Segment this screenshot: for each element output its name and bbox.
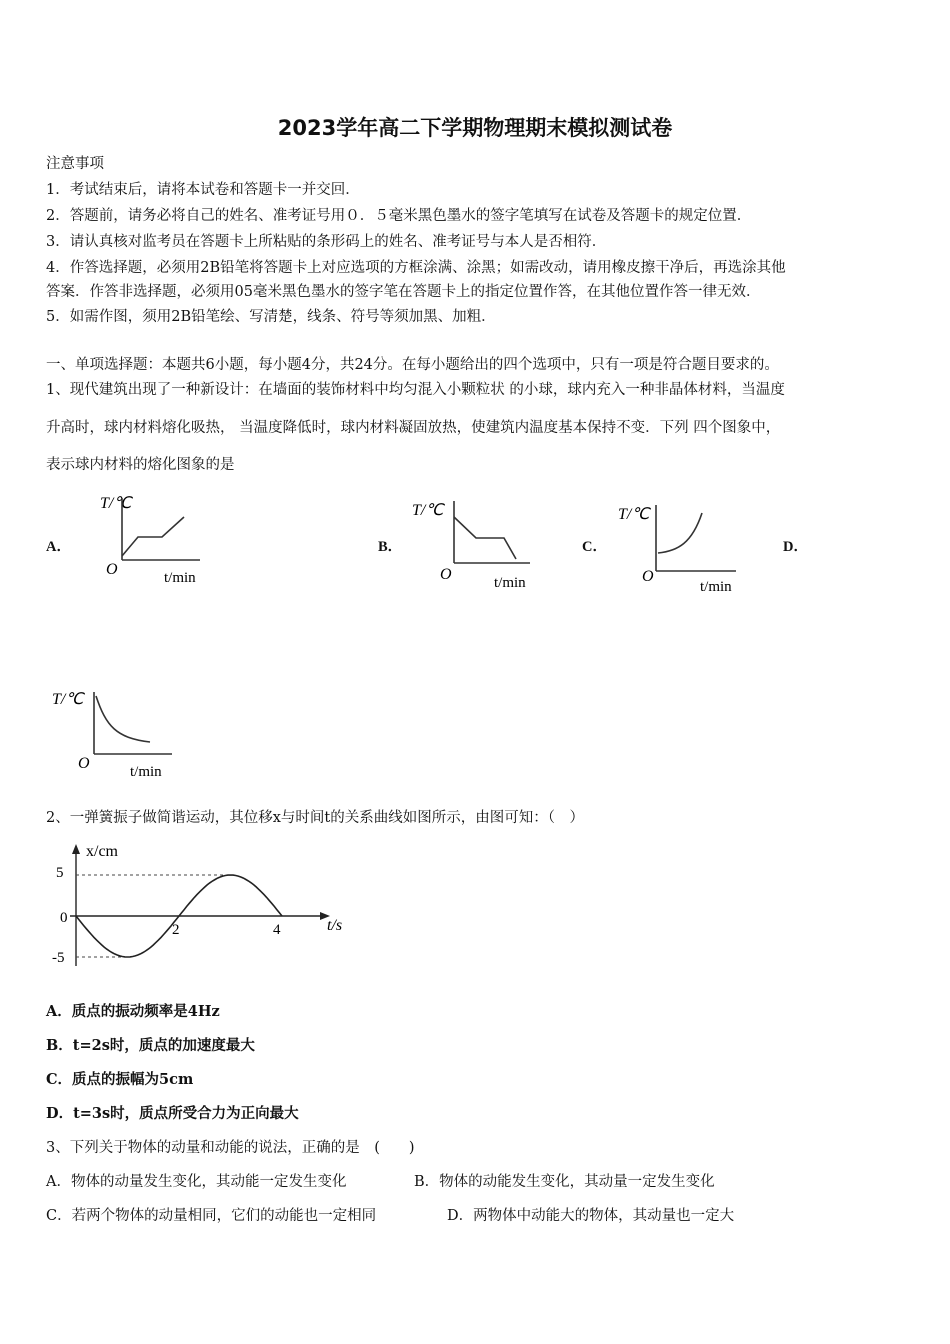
q3-option-d[interactable]: D．两物体中动能大的物体，其动量也一定大: [447, 1208, 735, 1224]
notice-item-5: 5．如需作图，须用2B铅笔绘、写清楚，线条、符号等须加黑、加粗．: [46, 309, 496, 325]
graph-a-y-label: T/℃: [100, 495, 132, 512]
graph-a-origin: O: [106, 561, 118, 578]
x-tick-4: 4: [273, 922, 281, 938]
graph-d-y-label: T/℃: [52, 691, 84, 708]
section-heading: 一、单项选择题：本题共6小题，每小题4分，共24分。在每小题给出的四个选项中，只有一项是符合题目要求的。: [46, 357, 779, 373]
q1-option-c-label: C．: [582, 539, 607, 555]
notice-item-4-cont: 答案．作答非选择题，必须用05毫米黑色墨水的签字笔在答题卡上的指定位置作答，在其他位置作答一律无效．: [46, 284, 761, 300]
graph-d-origin: O: [78, 755, 90, 772]
y-tick-0: 0: [60, 910, 68, 926]
notice-heading: 注意事项: [46, 156, 104, 172]
y-axis-arrow: [72, 844, 80, 854]
q1-stem-line-2: 升高时，球内材料熔化吸热， 当温度降低时，球内材料凝固放热，使建筑内温度基本保持不变．下列 四个图象中，: [46, 420, 781, 436]
x-axis-label: t/s: [327, 917, 343, 934]
notice-item-4: 4．作答选择题，必须用2B铅笔将答题卡上对应选项的方框涂满、涂黑；如需改动，请用橡皮擦干净后，再选涂其他: [46, 260, 786, 276]
q1-graph-b: [412, 495, 542, 595]
graph-a-x-label: t/min: [164, 570, 196, 586]
graph-c-y-label: T/℃: [618, 506, 650, 523]
x-tick-2: 2: [172, 922, 180, 938]
q1-option-d-label: D．: [783, 539, 808, 555]
q2-option-d[interactable]: D．t=3s时，质点所受合力为正向最大: [46, 1105, 299, 1122]
q2-stem: 2、一弹簧振子做简谐运动，其位移x与时间t的关系曲线如图所示，由图可知：（ ）: [46, 810, 584, 826]
graph-b-y-label: T/℃: [412, 502, 444, 519]
q1-graph-c: [618, 495, 748, 600]
notice-item-3: 3．请认真核对监考员在答题卡上所粘贴的条形码上的姓名、准考证号与本人是否相符．: [46, 234, 607, 250]
q1-graph-a: [100, 488, 220, 588]
y-tick-5: 5: [56, 865, 64, 881]
q1-stem-line-1: 1、现代建筑出现了一种新设计：在墙面的装饰材料中均匀混入小颗粒状 的小球，球内充入一种非晶体材料，当温度: [46, 382, 785, 398]
q1-option-a-label: A．: [46, 539, 71, 555]
q2-displacement-chart: [46, 838, 366, 978]
q3-stem: 3、下列关于物体的动量和动能的说法，正确的是 ( ): [46, 1140, 415, 1156]
notice-item-1: 1．考试结束后，请将本试卷和答题卡一并交回．: [46, 182, 360, 198]
q3-option-a[interactable]: A．物体的动量发生变化，其动能一定发生变化: [46, 1174, 347, 1190]
q1-option-b-label: B．: [378, 539, 403, 555]
graph-b-origin: O: [440, 566, 452, 583]
q1-stem-line-3: 表示球内材料的熔化图象的是: [46, 457, 235, 473]
q3-option-c[interactable]: C．若两个物体的动量相同，它们的动能也一定相同: [46, 1208, 377, 1224]
graph-c-x-label: t/min: [700, 579, 732, 595]
q2-option-a[interactable]: A．质点的振动频率是4Hz: [46, 1003, 220, 1020]
q2-option-c[interactable]: C．质点的振幅为5cm: [46, 1071, 194, 1088]
q2-option-b[interactable]: B．t=2s时，质点的加速度最大: [46, 1037, 255, 1054]
q1-graph-d: [50, 680, 180, 780]
graph-b-x-label: t/min: [494, 575, 526, 591]
notice-item-2: 2．答题前，请务必将自己的姓名、准考证号用０．５毫米黑色墨水的签字笔填写在试卷及答题卡的规定位置．: [46, 208, 752, 224]
page-title: 2023学年高二下学期物理期末模拟测试卷: [277, 116, 673, 140]
q3-option-b[interactable]: B．物体的动能发生变化，其动量一定发生变化: [414, 1174, 715, 1190]
graph-d-x-label: t/min: [130, 764, 162, 780]
y-tick-neg5: -5: [52, 950, 65, 966]
y-axis-label: x/cm: [86, 843, 118, 860]
graph-c-origin: O: [642, 568, 654, 585]
